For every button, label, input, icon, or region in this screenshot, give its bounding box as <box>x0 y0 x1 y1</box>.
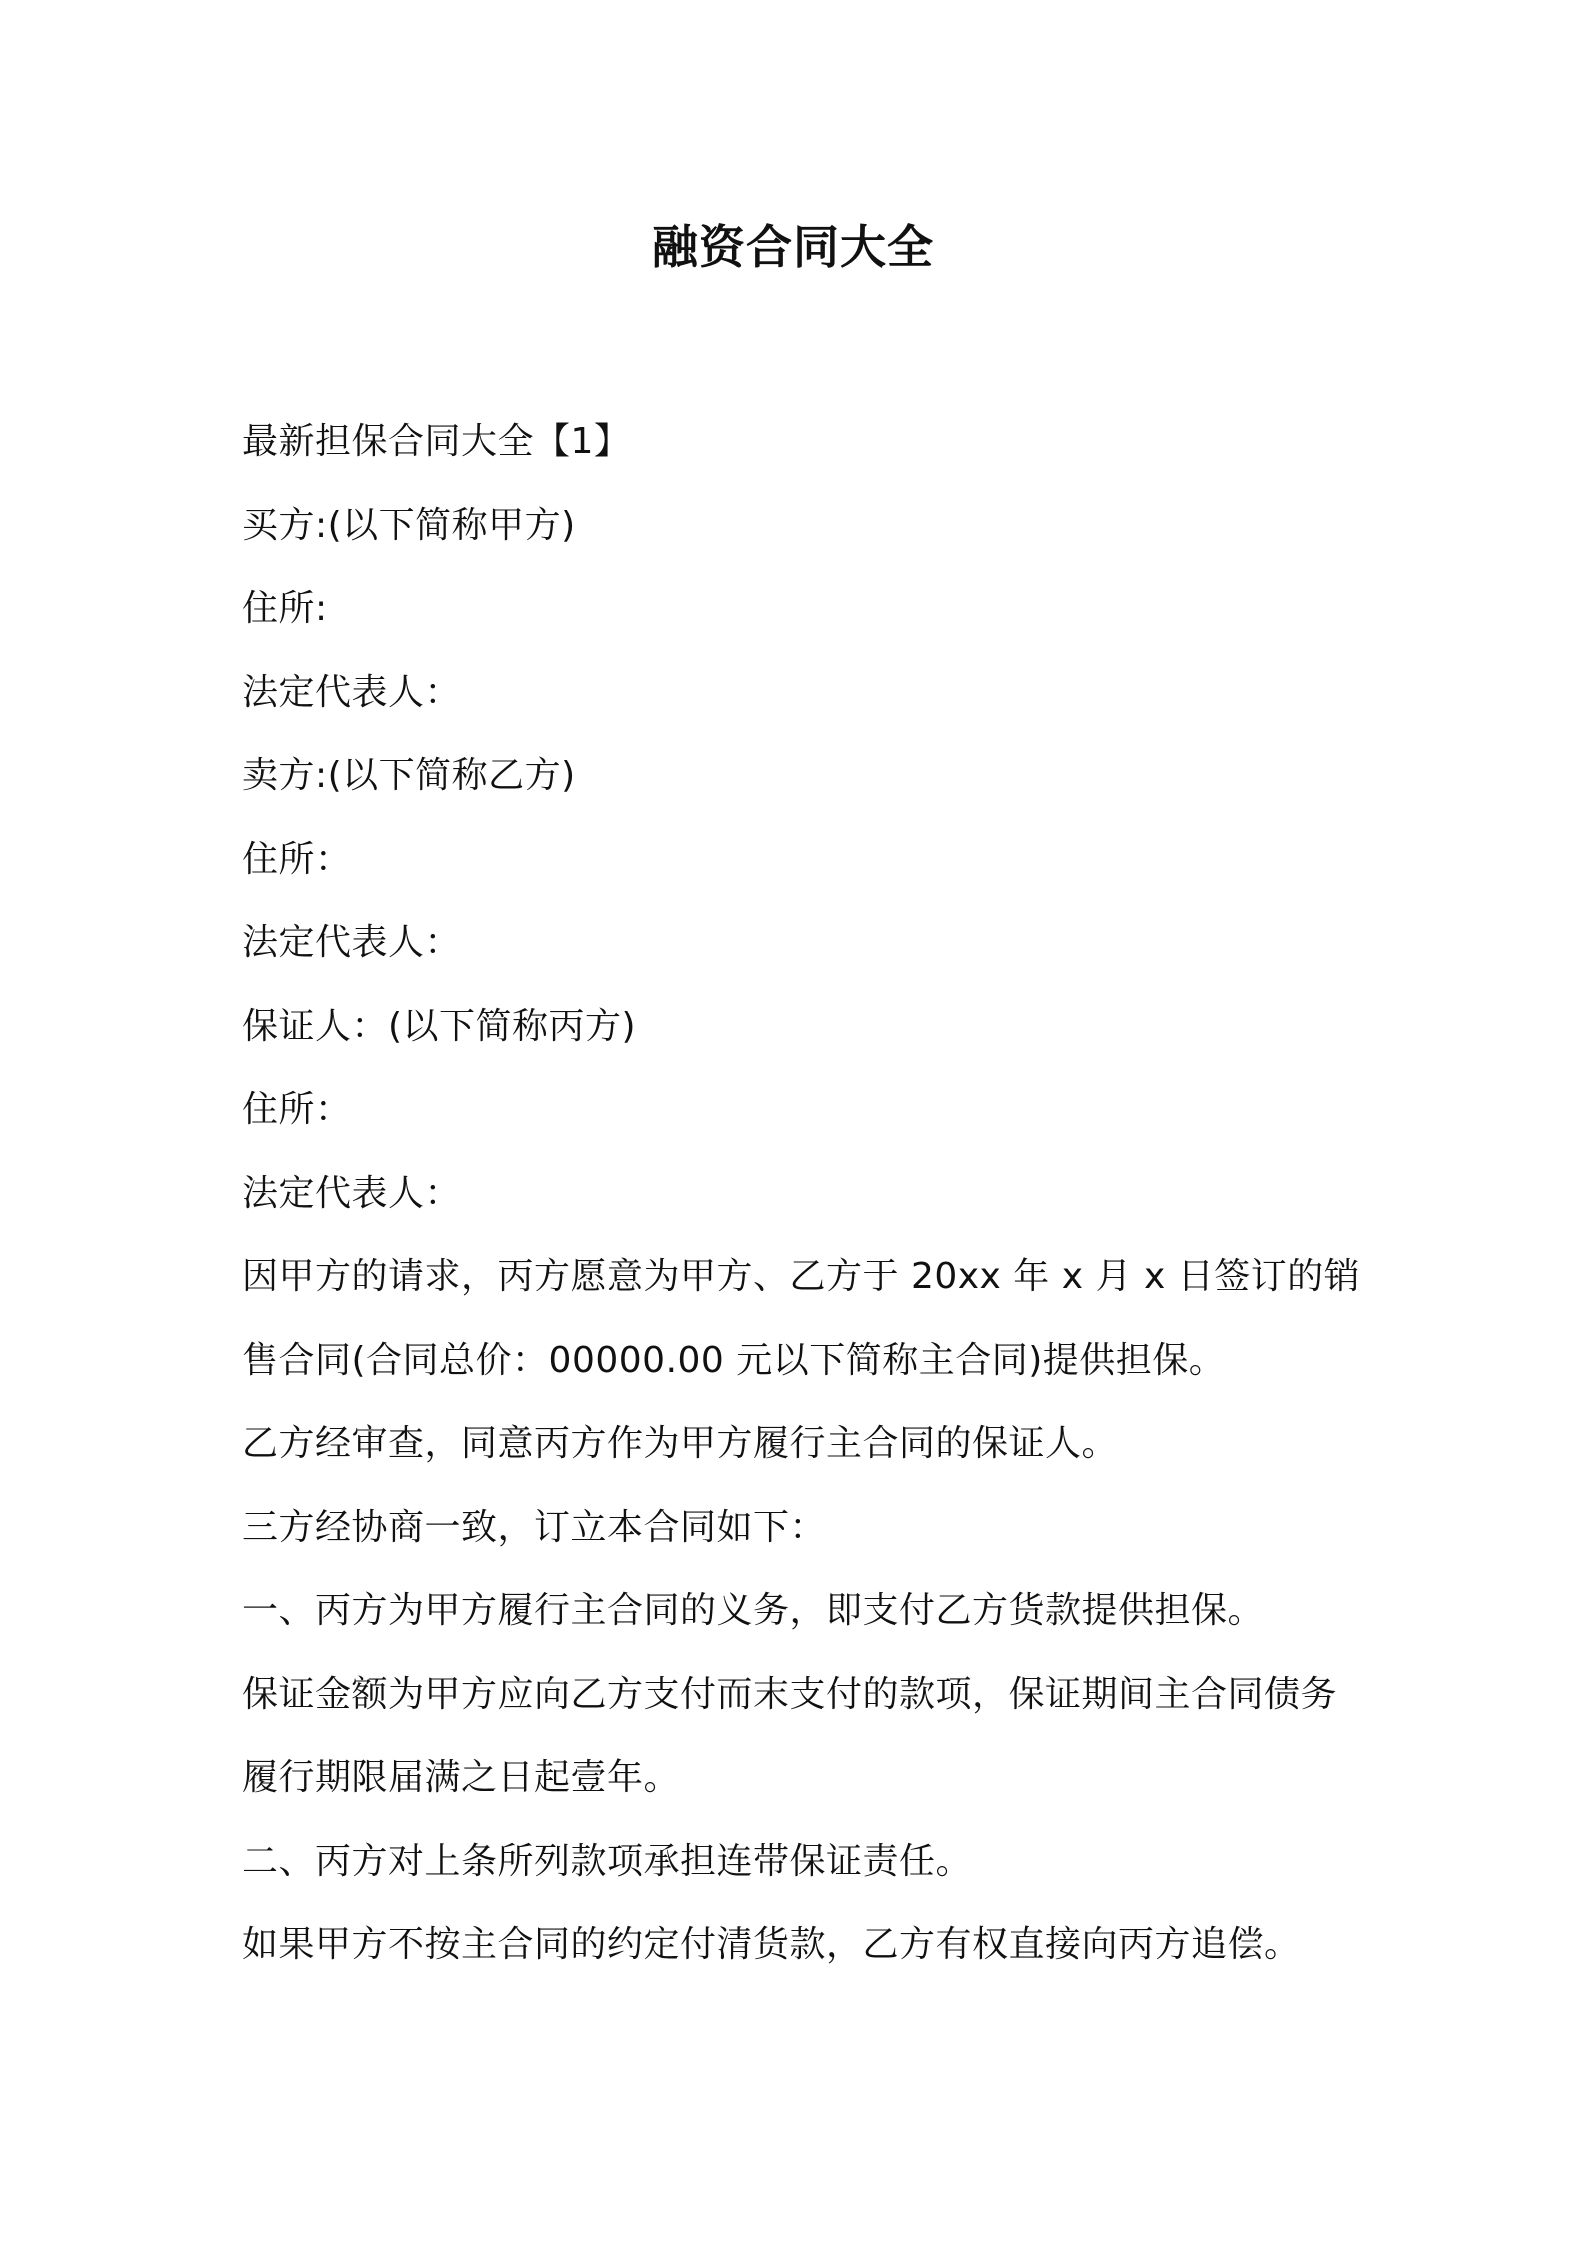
document-body <box>242 400 1362 1987</box>
guarantor-line: 保证人：(以下简称丙方) <box>242 1005 637 1047</box>
buyer-line: 买方:(以下简称甲方) <box>242 504 576 546</box>
paragraph-line: 乙方经审查，同意丙方作为甲方履行主合同的保证人。 <box>242 1423 1119 1464</box>
section-heading: 最新担保合同大全【1】 <box>242 421 631 462</box>
seller-line: 卖方:(以下简称乙方) <box>242 755 576 796</box>
seller-representative-line: 法定代表人： <box>242 922 462 963</box>
paragraph-line: 售合同(合同总价：00000.00 元以下简称主合同)提供担保。 <box>242 1339 1226 1381</box>
paragraph-line: 因甲方的请求，丙方愿意为甲方、乙方于 20xx 年 x 月 x 日签订的销 <box>242 1256 1361 1297</box>
paragraph-line: 履行期限届满之日起壹年。 <box>242 1757 681 1798</box>
clause-line: 二、丙方对上条所列款项承担连带保证责任。 <box>242 1840 973 1882</box>
seller-address-line: 住所： <box>242 838 352 880</box>
guarantor-address-line: 住所： <box>242 1089 352 1130</box>
paragraph-line: 如果甲方不按主合同的约定付清货款，乙方有权直接向丙方追偿。 <box>242 1924 1301 1965</box>
document-title: 融资合同大全 <box>652 220 934 274</box>
paragraph-line: 保证金额为甲方应向乙方支付而末支付的款项，保证期间主合同债务 <box>242 1673 1338 1715</box>
buyer-address-line: 住所: <box>242 588 328 629</box>
clause-line: 一、丙方为甲方履行主合同的义务，即支付乙方货款提供担保。 <box>242 1590 1265 1631</box>
buyer-representative-line: 法定代表人： <box>242 671 462 713</box>
paragraph-line: 三方经协商一致，订立本合同如下： <box>242 1506 827 1548</box>
guarantor-representative-line: 法定代表人： <box>242 1172 462 1214</box>
